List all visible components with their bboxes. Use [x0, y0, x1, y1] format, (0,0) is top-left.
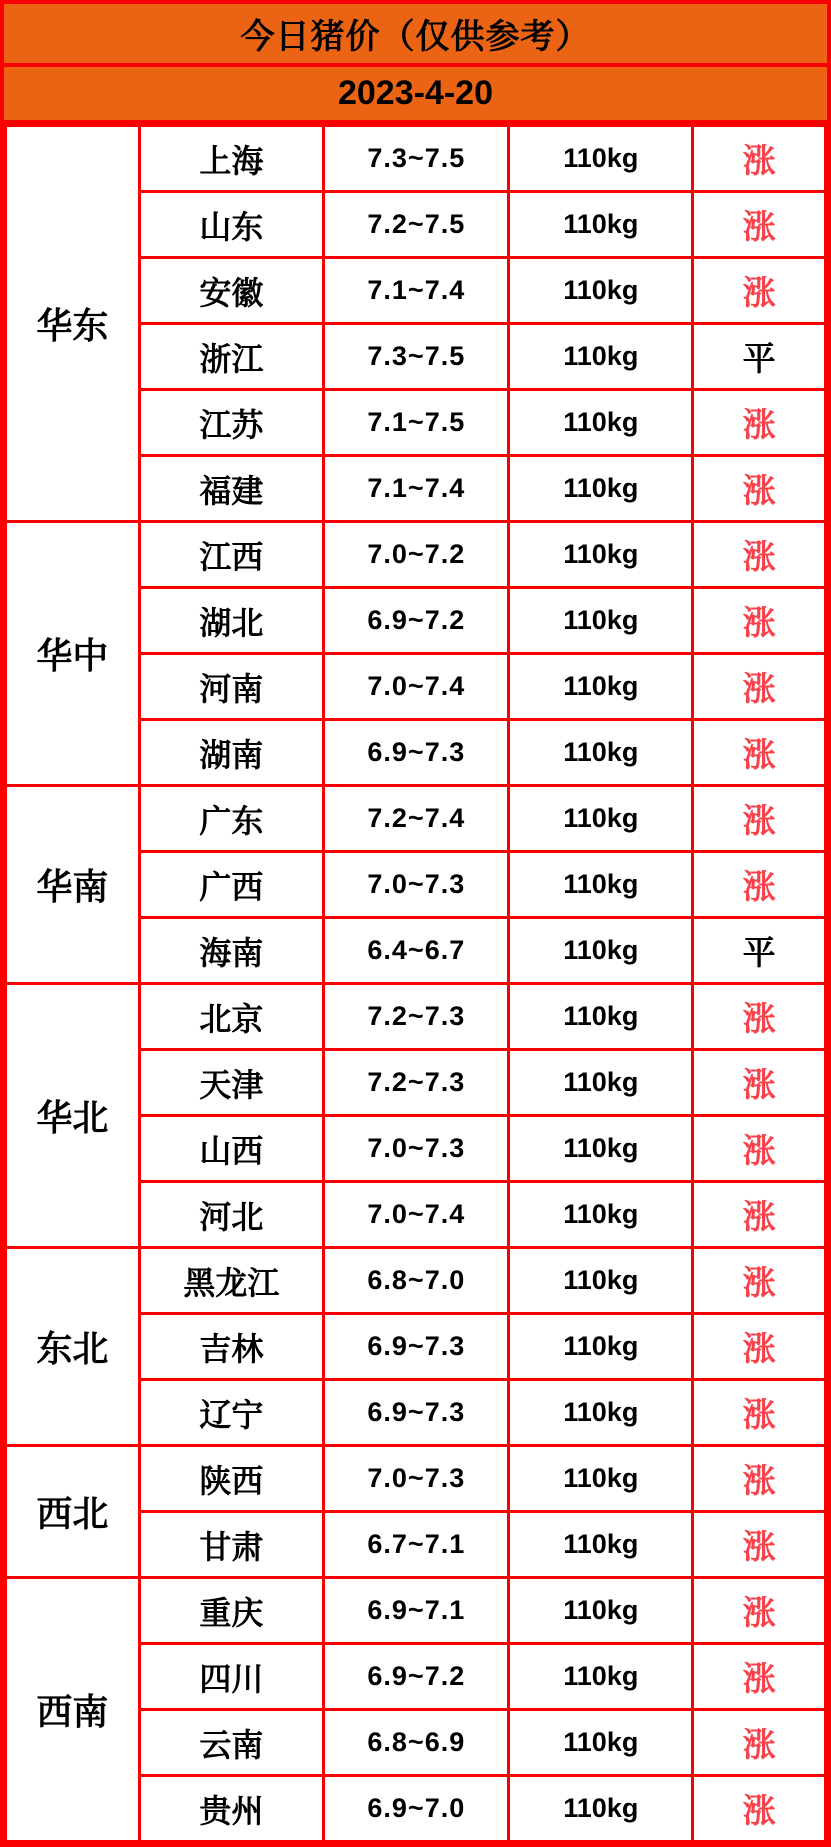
- trend-cell: 涨: [693, 390, 826, 456]
- region-cell: 东北: [6, 1248, 140, 1446]
- trend-cell: 涨: [693, 1776, 826, 1842]
- price-cell: 7.0~7.3: [324, 852, 509, 918]
- province-cell: 天津: [139, 1050, 324, 1116]
- weight-cell: 110kg: [509, 324, 693, 390]
- price-cell: 7.2~7.3: [324, 1050, 509, 1116]
- trend-cell: 涨: [693, 456, 826, 522]
- trend-cell: 涨: [693, 1050, 826, 1116]
- province-cell: 安徽: [139, 258, 324, 324]
- price-cell: 7.0~7.2: [324, 522, 509, 588]
- price-cell: 7.0~7.4: [324, 654, 509, 720]
- trend-cell: 涨: [693, 1380, 826, 1446]
- table-row: [6, 522, 826, 588]
- trend-cell: 涨: [693, 1116, 826, 1182]
- trend-cell: 涨: [693, 720, 826, 786]
- province-cell: 湖南: [139, 720, 324, 786]
- province-cell: 山西: [139, 1116, 324, 1182]
- weight-cell: 110kg: [509, 1710, 693, 1776]
- province-cell: 江苏: [139, 390, 324, 456]
- page-title: 今日猪价（仅供参考）: [4, 4, 827, 67]
- price-cell: 6.8~6.9: [324, 1710, 509, 1776]
- trend-cell: 涨: [693, 1512, 826, 1578]
- province-cell: 陕西: [139, 1446, 324, 1512]
- price-cell: 7.2~7.3: [324, 984, 509, 1050]
- price-cell: 6.9~7.2: [324, 588, 509, 654]
- date-label: 2023-4-20: [4, 67, 827, 124]
- weight-cell: 110kg: [509, 1380, 693, 1446]
- weight-cell: 110kg: [509, 720, 693, 786]
- price-cell: 7.3~7.5: [324, 324, 509, 390]
- price-cell: 7.0~7.3: [324, 1446, 509, 1512]
- province-cell: 海南: [139, 918, 324, 984]
- trend-cell: 涨: [693, 258, 826, 324]
- province-cell: 广西: [139, 852, 324, 918]
- province-cell: 黑龙江: [139, 1248, 324, 1314]
- trend-cell: 涨: [693, 1578, 826, 1644]
- price-cell: 7.0~7.3: [324, 1116, 509, 1182]
- province-cell: 浙江: [139, 324, 324, 390]
- weight-cell: 110kg: [509, 522, 693, 588]
- weight-cell: 110kg: [509, 1446, 693, 1512]
- trend-cell: 涨: [693, 1314, 826, 1380]
- trend-cell: 平: [693, 324, 826, 390]
- trend-cell: 涨: [693, 126, 826, 192]
- trend-cell: 涨: [693, 192, 826, 258]
- region-cell: 华北: [6, 984, 140, 1248]
- province-cell: 贵州: [139, 1776, 324, 1842]
- trend-cell: 平: [693, 918, 826, 984]
- trend-cell: 涨: [693, 1446, 826, 1512]
- trend-cell: 涨: [693, 588, 826, 654]
- weight-cell: 110kg: [509, 1116, 693, 1182]
- trend-cell: 涨: [693, 1710, 826, 1776]
- weight-cell: 110kg: [509, 1776, 693, 1842]
- weight-cell: 110kg: [509, 1314, 693, 1380]
- region-cell: 西北: [6, 1446, 140, 1578]
- weight-cell: 110kg: [509, 1182, 693, 1248]
- weight-cell: 110kg: [509, 258, 693, 324]
- table-row: [6, 786, 826, 852]
- price-cell: 6.8~7.0: [324, 1248, 509, 1314]
- price-cell: 7.1~7.4: [324, 456, 509, 522]
- table-row: [6, 1248, 826, 1314]
- price-table: [4, 124, 827, 1843]
- weight-cell: 110kg: [509, 390, 693, 456]
- province-cell: 福建: [139, 456, 324, 522]
- price-cell: 6.7~7.1: [324, 1512, 509, 1578]
- weight-cell: 110kg: [509, 1512, 693, 1578]
- province-cell: 广东: [139, 786, 324, 852]
- table-row: [6, 1446, 826, 1512]
- price-cell: 6.9~7.2: [324, 1644, 509, 1710]
- trend-cell: 涨: [693, 786, 826, 852]
- province-cell: 甘肃: [139, 1512, 324, 1578]
- weight-cell: 110kg: [509, 1050, 693, 1116]
- province-cell: 北京: [139, 984, 324, 1050]
- price-cell: 6.9~7.3: [324, 720, 509, 786]
- region-cell: 西南: [6, 1578, 140, 1842]
- price-cell: 6.4~6.7: [324, 918, 509, 984]
- table-row: [6, 984, 826, 1050]
- region-cell: 华中: [6, 522, 140, 786]
- province-cell: 辽宁: [139, 1380, 324, 1446]
- table-row: [6, 126, 826, 192]
- weight-cell: 110kg: [509, 588, 693, 654]
- weight-cell: 110kg: [509, 852, 693, 918]
- price-cell: 6.9~7.0: [324, 1776, 509, 1842]
- weight-cell: 110kg: [509, 786, 693, 852]
- price-cell: 6.9~7.1: [324, 1578, 509, 1644]
- trend-cell: 涨: [693, 852, 826, 918]
- price-cell: 6.9~7.3: [324, 1380, 509, 1446]
- weight-cell: 110kg: [509, 126, 693, 192]
- price-cell: 7.2~7.5: [324, 192, 509, 258]
- weight-cell: 110kg: [509, 1644, 693, 1710]
- trend-cell: 涨: [693, 984, 826, 1050]
- price-cell: 7.3~7.5: [324, 126, 509, 192]
- weight-cell: 110kg: [509, 654, 693, 720]
- trend-cell: 涨: [693, 1248, 826, 1314]
- trend-cell: 涨: [693, 1644, 826, 1710]
- price-cell: 7.0~7.4: [324, 1182, 509, 1248]
- weight-cell: 110kg: [509, 918, 693, 984]
- price-cell: 6.9~7.3: [324, 1314, 509, 1380]
- weight-cell: 110kg: [509, 456, 693, 522]
- price-cell: 7.2~7.4: [324, 786, 509, 852]
- province-cell: 江西: [139, 522, 324, 588]
- weight-cell: 110kg: [509, 1248, 693, 1314]
- province-cell: 湖北: [139, 588, 324, 654]
- price-cell: 7.1~7.4: [324, 258, 509, 324]
- weight-cell: 110kg: [509, 984, 693, 1050]
- province-cell: 云南: [139, 1710, 324, 1776]
- trend-cell: 涨: [693, 1182, 826, 1248]
- province-cell: 四川: [139, 1644, 324, 1710]
- weight-cell: 110kg: [509, 1578, 693, 1644]
- region-cell: 华南: [6, 786, 140, 984]
- province-cell: 上海: [139, 126, 324, 192]
- region-cell: 华东: [6, 126, 140, 522]
- province-cell: 吉林: [139, 1314, 324, 1380]
- table-row: [6, 1578, 826, 1644]
- province-cell: 河北: [139, 1182, 324, 1248]
- trend-cell: 涨: [693, 522, 826, 588]
- province-cell: 重庆: [139, 1578, 324, 1644]
- province-cell: 山东: [139, 192, 324, 258]
- trend-cell: 涨: [693, 654, 826, 720]
- price-cell: 7.1~7.5: [324, 390, 509, 456]
- weight-cell: 110kg: [509, 192, 693, 258]
- province-cell: 河南: [139, 654, 324, 720]
